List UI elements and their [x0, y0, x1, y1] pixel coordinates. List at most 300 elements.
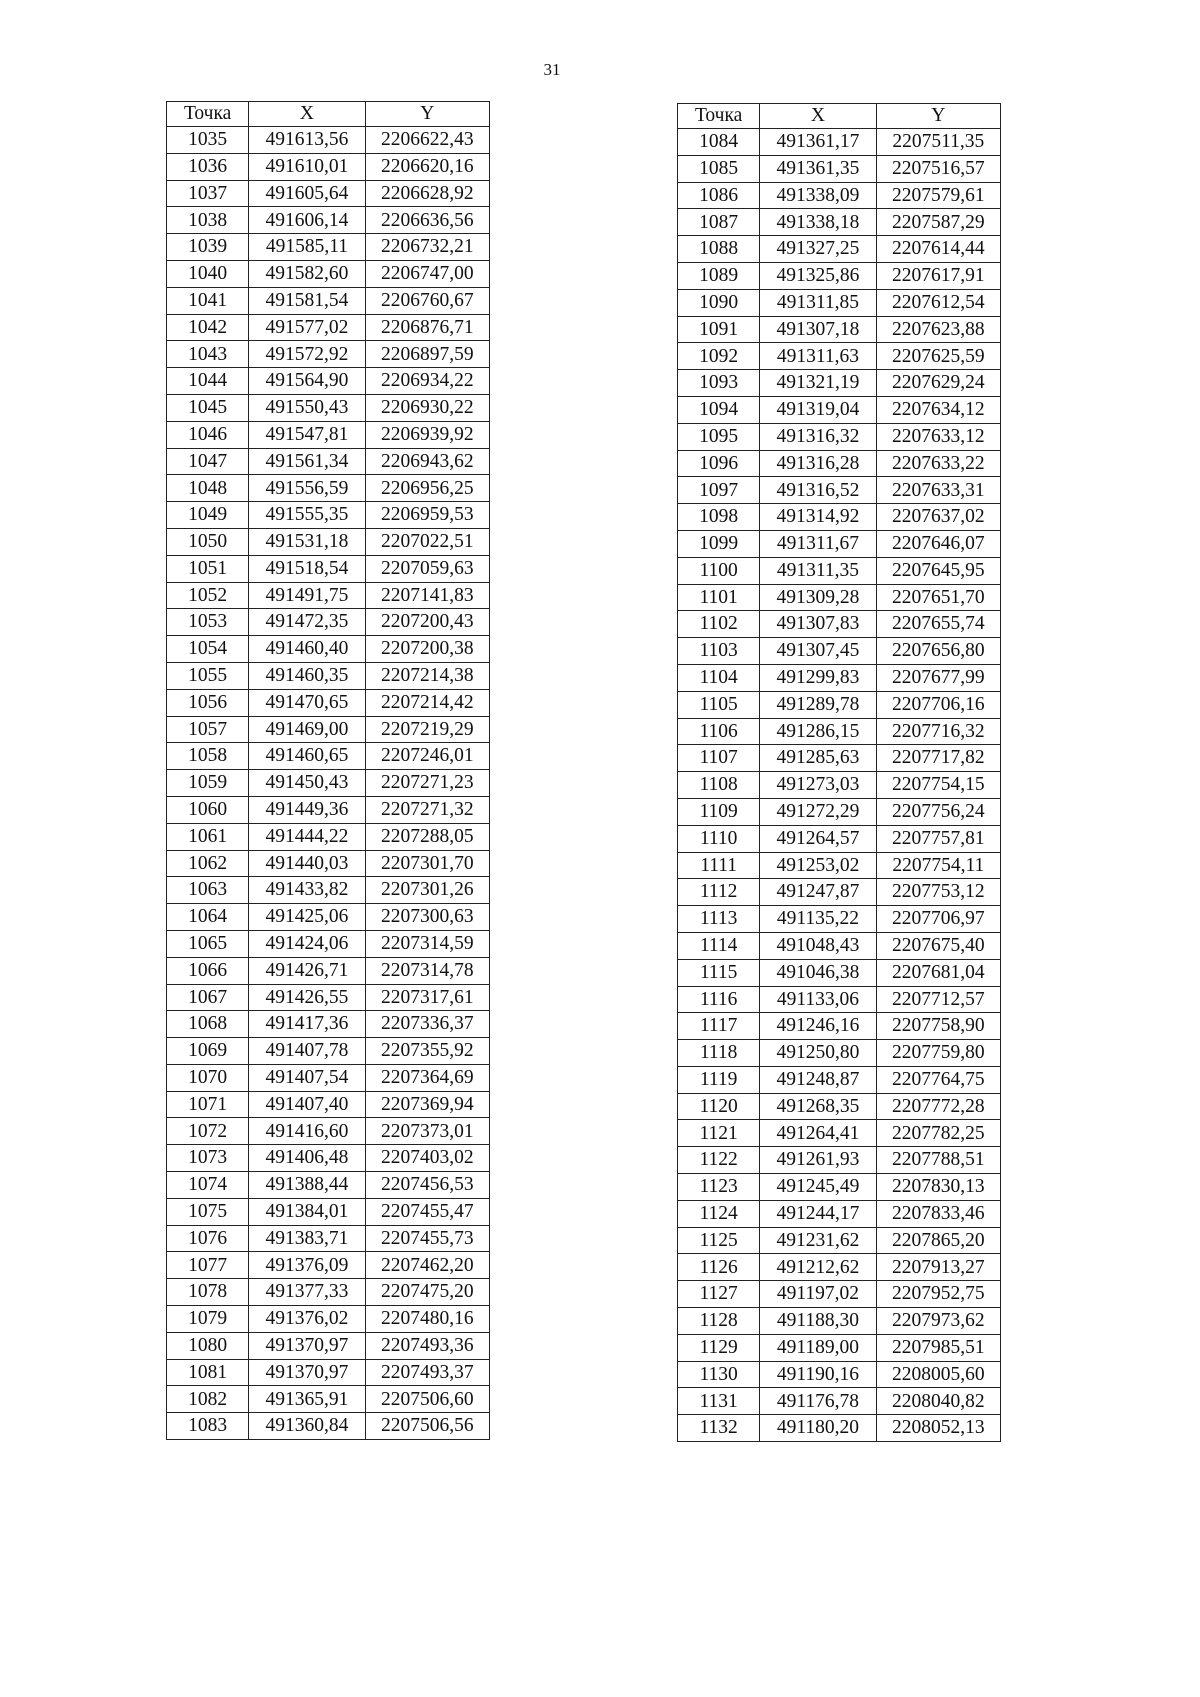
x-cell: 491377,33 [249, 1279, 365, 1306]
y-cell: 2206760,67 [365, 287, 489, 314]
y-cell: 2207317,61 [365, 984, 489, 1011]
table-row [167, 823, 490, 850]
y-cell: 2207271,32 [365, 796, 489, 823]
y-cell: 2207754,15 [876, 772, 1000, 799]
x-cell: 491582,60 [249, 260, 365, 287]
point-cell: 1061 [167, 823, 249, 850]
table-row [678, 718, 1001, 745]
point-cell: 1066 [167, 957, 249, 984]
x-cell: 491247,87 [760, 879, 876, 906]
table-row [167, 234, 490, 261]
x-cell: 491253,02 [760, 852, 876, 879]
column-header-x: X [760, 104, 876, 129]
x-cell: 491425,06 [249, 904, 365, 931]
y-cell: 2207336,37 [365, 1011, 489, 1038]
table-row [167, 716, 490, 743]
x-cell: 491370,97 [249, 1332, 365, 1359]
table-row [678, 664, 1001, 691]
y-cell: 2207300,63 [365, 904, 489, 931]
table-row [167, 1252, 490, 1279]
point-cell: 1087 [678, 209, 760, 236]
point-cell: 1110 [678, 825, 760, 852]
y-cell: 2208052,13 [876, 1415, 1000, 1442]
y-cell: 2207788,51 [876, 1147, 1000, 1174]
point-cell: 1114 [678, 932, 760, 959]
y-cell: 2207246,01 [365, 743, 489, 770]
x-cell: 491307,45 [760, 638, 876, 665]
table-row [167, 314, 490, 341]
y-cell: 2207511,35 [876, 129, 1000, 156]
y-cell: 2207462,20 [365, 1252, 489, 1279]
x-cell: 491518,54 [249, 555, 365, 582]
point-cell: 1078 [167, 1279, 249, 1306]
x-cell: 491316,52 [760, 477, 876, 504]
y-cell: 2206939,92 [365, 421, 489, 448]
x-cell: 491572,92 [249, 341, 365, 368]
table-row [167, 582, 490, 609]
y-cell: 2207617,91 [876, 262, 1000, 289]
x-cell: 491383,71 [249, 1225, 365, 1252]
x-cell: 491561,34 [249, 448, 365, 475]
point-cell: 1077 [167, 1252, 249, 1279]
table-row [167, 287, 490, 314]
point-cell: 1099 [678, 530, 760, 557]
y-cell: 2207656,80 [876, 638, 1000, 665]
point-cell: 1038 [167, 207, 249, 234]
y-cell: 2207634,12 [876, 396, 1000, 423]
y-cell: 2207629,24 [876, 370, 1000, 397]
y-cell: 2207587,29 [876, 209, 1000, 236]
point-cell: 1089 [678, 262, 760, 289]
table-row [167, 260, 490, 287]
x-cell: 491268,35 [760, 1093, 876, 1120]
point-cell: 1127 [678, 1281, 760, 1308]
x-cell: 491048,43 [760, 932, 876, 959]
x-cell: 491289,78 [760, 691, 876, 718]
x-cell: 491531,18 [249, 528, 365, 555]
x-cell: 491424,06 [249, 930, 365, 957]
x-cell: 491384,01 [249, 1198, 365, 1225]
table-row [167, 1038, 490, 1065]
x-cell: 491376,02 [249, 1306, 365, 1333]
x-cell: 491472,35 [249, 609, 365, 636]
table-row [678, 530, 1001, 557]
x-cell: 491264,57 [760, 825, 876, 852]
table-row [678, 772, 1001, 799]
table-row [167, 1279, 490, 1306]
y-cell: 2206943,62 [365, 448, 489, 475]
y-cell: 2207141,83 [365, 582, 489, 609]
point-cell: 1130 [678, 1361, 760, 1388]
point-cell: 1124 [678, 1200, 760, 1227]
table-row [167, 1359, 490, 1386]
point-cell: 1112 [678, 879, 760, 906]
y-cell: 2207712,57 [876, 986, 1000, 1013]
table-row [678, 236, 1001, 263]
table-row [678, 129, 1001, 156]
y-cell: 2207456,53 [365, 1172, 489, 1199]
x-cell: 491133,06 [760, 986, 876, 1013]
table-row [678, 1093, 1001, 1120]
x-cell: 491361,17 [760, 129, 876, 156]
x-cell: 491286,15 [760, 718, 876, 745]
point-cell: 1132 [678, 1415, 760, 1442]
y-cell: 2206628,92 [365, 180, 489, 207]
point-cell: 1095 [678, 423, 760, 450]
column-header-point: Точка [678, 104, 760, 129]
x-cell: 491261,93 [760, 1147, 876, 1174]
table-row [167, 1413, 490, 1440]
x-cell: 491272,29 [760, 798, 876, 825]
table-row [678, 477, 1001, 504]
y-cell: 2207493,36 [365, 1332, 489, 1359]
table-row [167, 743, 490, 770]
point-cell: 1121 [678, 1120, 760, 1147]
y-cell: 2207913,27 [876, 1254, 1000, 1281]
point-cell: 1088 [678, 236, 760, 263]
x-cell: 491246,16 [760, 1013, 876, 1040]
table-row [678, 638, 1001, 665]
y-cell: 2207716,32 [876, 718, 1000, 745]
point-cell: 1086 [678, 182, 760, 209]
y-cell: 2207625,59 [876, 343, 1000, 370]
y-cell: 2207833,46 [876, 1200, 1000, 1227]
y-cell: 2207480,16 [365, 1306, 489, 1333]
x-cell: 491547,81 [249, 421, 365, 448]
x-cell: 491460,65 [249, 743, 365, 770]
point-cell: 1052 [167, 582, 249, 609]
y-cell: 2207355,92 [365, 1038, 489, 1065]
point-cell: 1057 [167, 716, 249, 743]
point-cell: 1048 [167, 475, 249, 502]
y-cell: 2207506,60 [365, 1386, 489, 1413]
table-row [678, 182, 1001, 209]
y-cell: 2207364,69 [365, 1064, 489, 1091]
point-cell: 1065 [167, 930, 249, 957]
table-row [167, 1332, 490, 1359]
x-cell: 491190,16 [760, 1361, 876, 1388]
y-cell: 2207754,11 [876, 852, 1000, 879]
point-cell: 1050 [167, 528, 249, 555]
point-cell: 1093 [678, 370, 760, 397]
x-cell: 491376,09 [249, 1252, 365, 1279]
table-row [678, 396, 1001, 423]
point-cell: 1096 [678, 450, 760, 477]
point-cell: 1043 [167, 341, 249, 368]
x-cell: 491449,36 [249, 796, 365, 823]
point-cell: 1059 [167, 770, 249, 797]
x-cell: 491311,67 [760, 530, 876, 557]
point-cell: 1058 [167, 743, 249, 770]
y-cell: 2207403,02 [365, 1145, 489, 1172]
table-row [167, 1198, 490, 1225]
table-row [678, 906, 1001, 933]
table-row [678, 343, 1001, 370]
table-row [167, 1306, 490, 1333]
y-cell: 2207633,31 [876, 477, 1000, 504]
table-row [167, 662, 490, 689]
table-row [167, 421, 490, 448]
coordinates-table-left [166, 101, 490, 1440]
table-row [167, 636, 490, 663]
table-row [167, 528, 490, 555]
x-cell: 491264,41 [760, 1120, 876, 1147]
point-cell: 1090 [678, 289, 760, 316]
point-cell: 1080 [167, 1332, 249, 1359]
table-row [678, 691, 1001, 718]
table-row [167, 502, 490, 529]
x-cell: 491426,71 [249, 957, 365, 984]
table-row [167, 930, 490, 957]
table-row [678, 1334, 1001, 1361]
x-cell: 491311,63 [760, 343, 876, 370]
x-cell: 491491,75 [249, 582, 365, 609]
table-row [678, 1174, 1001, 1201]
point-cell: 1062 [167, 850, 249, 877]
x-cell: 491407,54 [249, 1064, 365, 1091]
point-cell: 1107 [678, 745, 760, 772]
table-row [678, 557, 1001, 584]
point-cell: 1129 [678, 1334, 760, 1361]
point-cell: 1073 [167, 1145, 249, 1172]
y-cell: 2207214,38 [365, 662, 489, 689]
y-cell: 2206930,22 [365, 394, 489, 421]
x-cell: 491460,35 [249, 662, 365, 689]
x-cell: 491180,20 [760, 1415, 876, 1442]
table-row [678, 1120, 1001, 1147]
x-cell: 491556,59 [249, 475, 365, 502]
x-cell: 491470,65 [249, 689, 365, 716]
point-cell: 1128 [678, 1308, 760, 1335]
x-cell: 491319,04 [760, 396, 876, 423]
table-row [678, 450, 1001, 477]
table-row [678, 1281, 1001, 1308]
point-cell: 1036 [167, 153, 249, 180]
table-row [167, 609, 490, 636]
point-cell: 1037 [167, 180, 249, 207]
point-cell: 1082 [167, 1386, 249, 1413]
y-cell: 2207865,20 [876, 1227, 1000, 1254]
y-cell: 2206956,25 [365, 475, 489, 502]
y-cell: 2207633,12 [876, 423, 1000, 450]
table-row [678, 370, 1001, 397]
table-row [678, 262, 1001, 289]
table-header-row [167, 102, 490, 127]
x-cell: 491417,36 [249, 1011, 365, 1038]
table-row [678, 879, 1001, 906]
point-cell: 1076 [167, 1225, 249, 1252]
x-cell: 491450,43 [249, 770, 365, 797]
x-cell: 491248,87 [760, 1066, 876, 1093]
point-cell: 1075 [167, 1198, 249, 1225]
x-cell: 491311,35 [760, 557, 876, 584]
x-cell: 491388,44 [249, 1172, 365, 1199]
y-cell: 2207623,88 [876, 316, 1000, 343]
point-cell: 1046 [167, 421, 249, 448]
point-cell: 1131 [678, 1388, 760, 1415]
table-row [678, 1227, 1001, 1254]
table-row [678, 932, 1001, 959]
x-cell: 491605,64 [249, 180, 365, 207]
table-row [678, 155, 1001, 182]
y-cell: 2207952,75 [876, 1281, 1000, 1308]
x-cell: 491370,97 [249, 1359, 365, 1386]
x-cell: 491046,38 [760, 959, 876, 986]
x-cell: 491416,60 [249, 1118, 365, 1145]
x-cell: 491606,14 [249, 207, 365, 234]
x-cell: 491610,01 [249, 153, 365, 180]
x-cell: 491307,18 [760, 316, 876, 343]
y-cell: 2206732,21 [365, 234, 489, 261]
table-row [678, 798, 1001, 825]
point-cell: 1094 [678, 396, 760, 423]
point-cell: 1054 [167, 636, 249, 663]
table-header-row [678, 104, 1001, 129]
point-cell: 1081 [167, 1359, 249, 1386]
y-cell: 2207675,40 [876, 932, 1000, 959]
table-row [678, 584, 1001, 611]
point-cell: 1053 [167, 609, 249, 636]
table-row [167, 1172, 490, 1199]
point-cell: 1042 [167, 314, 249, 341]
y-cell: 2207455,47 [365, 1198, 489, 1225]
y-cell: 2207288,05 [365, 823, 489, 850]
y-cell: 2207059,63 [365, 555, 489, 582]
y-cell: 2207369,94 [365, 1091, 489, 1118]
y-cell: 2207756,24 [876, 798, 1000, 825]
x-cell: 491406,48 [249, 1145, 365, 1172]
x-cell: 491407,78 [249, 1038, 365, 1065]
column-header-y: Y [876, 104, 1000, 129]
point-cell: 1120 [678, 1093, 760, 1120]
table-row [167, 1011, 490, 1038]
y-cell: 2206876,71 [365, 314, 489, 341]
x-cell: 491285,63 [760, 745, 876, 772]
y-cell: 2207301,26 [365, 877, 489, 904]
table-row [167, 153, 490, 180]
point-cell: 1055 [167, 662, 249, 689]
y-cell: 2207759,80 [876, 1040, 1000, 1067]
point-cell: 1063 [167, 877, 249, 904]
y-cell: 2206959,53 [365, 502, 489, 529]
y-cell: 2207758,90 [876, 1013, 1000, 1040]
y-cell: 2207782,25 [876, 1120, 1000, 1147]
y-cell: 2207830,13 [876, 1174, 1000, 1201]
x-cell: 491188,30 [760, 1308, 876, 1335]
table-row [167, 180, 490, 207]
table-row [678, 852, 1001, 879]
x-cell: 491338,09 [760, 182, 876, 209]
table-row [678, 289, 1001, 316]
point-cell: 1060 [167, 796, 249, 823]
y-cell: 2207973,62 [876, 1308, 1000, 1335]
point-cell: 1091 [678, 316, 760, 343]
y-cell: 2207314,78 [365, 957, 489, 984]
table-row [678, 1308, 1001, 1335]
point-cell: 1097 [678, 477, 760, 504]
point-cell: 1079 [167, 1306, 249, 1333]
table-row [167, 957, 490, 984]
x-cell: 491189,00 [760, 1334, 876, 1361]
table-row [167, 1386, 490, 1413]
y-cell: 2207214,42 [365, 689, 489, 716]
y-cell: 2207200,43 [365, 609, 489, 636]
point-cell: 1122 [678, 1147, 760, 1174]
coordinates-table-right [677, 103, 1001, 1442]
point-cell: 1072 [167, 1118, 249, 1145]
table-row [167, 368, 490, 395]
table-row [167, 1145, 490, 1172]
table-row [678, 1361, 1001, 1388]
point-cell: 1106 [678, 718, 760, 745]
point-cell: 1113 [678, 906, 760, 933]
x-cell: 491314,92 [760, 504, 876, 531]
point-cell: 1116 [678, 986, 760, 1013]
point-cell: 1103 [678, 638, 760, 665]
x-cell: 491311,85 [760, 289, 876, 316]
column-header-point: Точка [167, 102, 249, 127]
point-cell: 1125 [678, 1227, 760, 1254]
y-cell: 2207455,73 [365, 1225, 489, 1252]
table-row [678, 504, 1001, 531]
point-cell: 1119 [678, 1066, 760, 1093]
x-cell: 491299,83 [760, 664, 876, 691]
point-cell: 1056 [167, 689, 249, 716]
x-cell: 491365,91 [249, 1386, 365, 1413]
table-row [167, 904, 490, 931]
table-row [167, 984, 490, 1011]
point-cell: 1102 [678, 611, 760, 638]
table-row [678, 745, 1001, 772]
y-cell: 2207764,75 [876, 1066, 1000, 1093]
point-cell: 1083 [167, 1413, 249, 1440]
y-cell: 2207651,70 [876, 584, 1000, 611]
x-cell: 491613,56 [249, 127, 365, 154]
x-cell: 491325,86 [760, 262, 876, 289]
y-cell: 2207516,57 [876, 155, 1000, 182]
y-cell: 2207706,97 [876, 906, 1000, 933]
x-cell: 491585,11 [249, 234, 365, 261]
y-cell: 2207985,51 [876, 1334, 1000, 1361]
y-cell: 2208040,82 [876, 1388, 1000, 1415]
point-cell: 1101 [678, 584, 760, 611]
point-cell: 1092 [678, 343, 760, 370]
point-cell: 1109 [678, 798, 760, 825]
table-row [167, 796, 490, 823]
table-row [167, 770, 490, 797]
column-header-y: Y [365, 102, 489, 127]
x-cell: 491316,28 [760, 450, 876, 477]
x-cell: 491338,18 [760, 209, 876, 236]
x-cell: 491444,22 [249, 823, 365, 850]
point-cell: 1074 [167, 1172, 249, 1199]
table-row [678, 611, 1001, 638]
y-cell: 2207373,01 [365, 1118, 489, 1145]
x-cell: 491581,54 [249, 287, 365, 314]
point-cell: 1070 [167, 1064, 249, 1091]
x-cell: 491309,28 [760, 584, 876, 611]
x-cell: 491460,40 [249, 636, 365, 663]
x-cell: 491550,43 [249, 394, 365, 421]
point-cell: 1098 [678, 504, 760, 531]
y-cell: 2207677,99 [876, 664, 1000, 691]
y-cell: 2207637,02 [876, 504, 1000, 531]
y-cell: 2207633,22 [876, 450, 1000, 477]
x-cell: 491250,80 [760, 1040, 876, 1067]
point-cell: 1117 [678, 1013, 760, 1040]
table-row [167, 448, 490, 475]
point-cell: 1085 [678, 155, 760, 182]
